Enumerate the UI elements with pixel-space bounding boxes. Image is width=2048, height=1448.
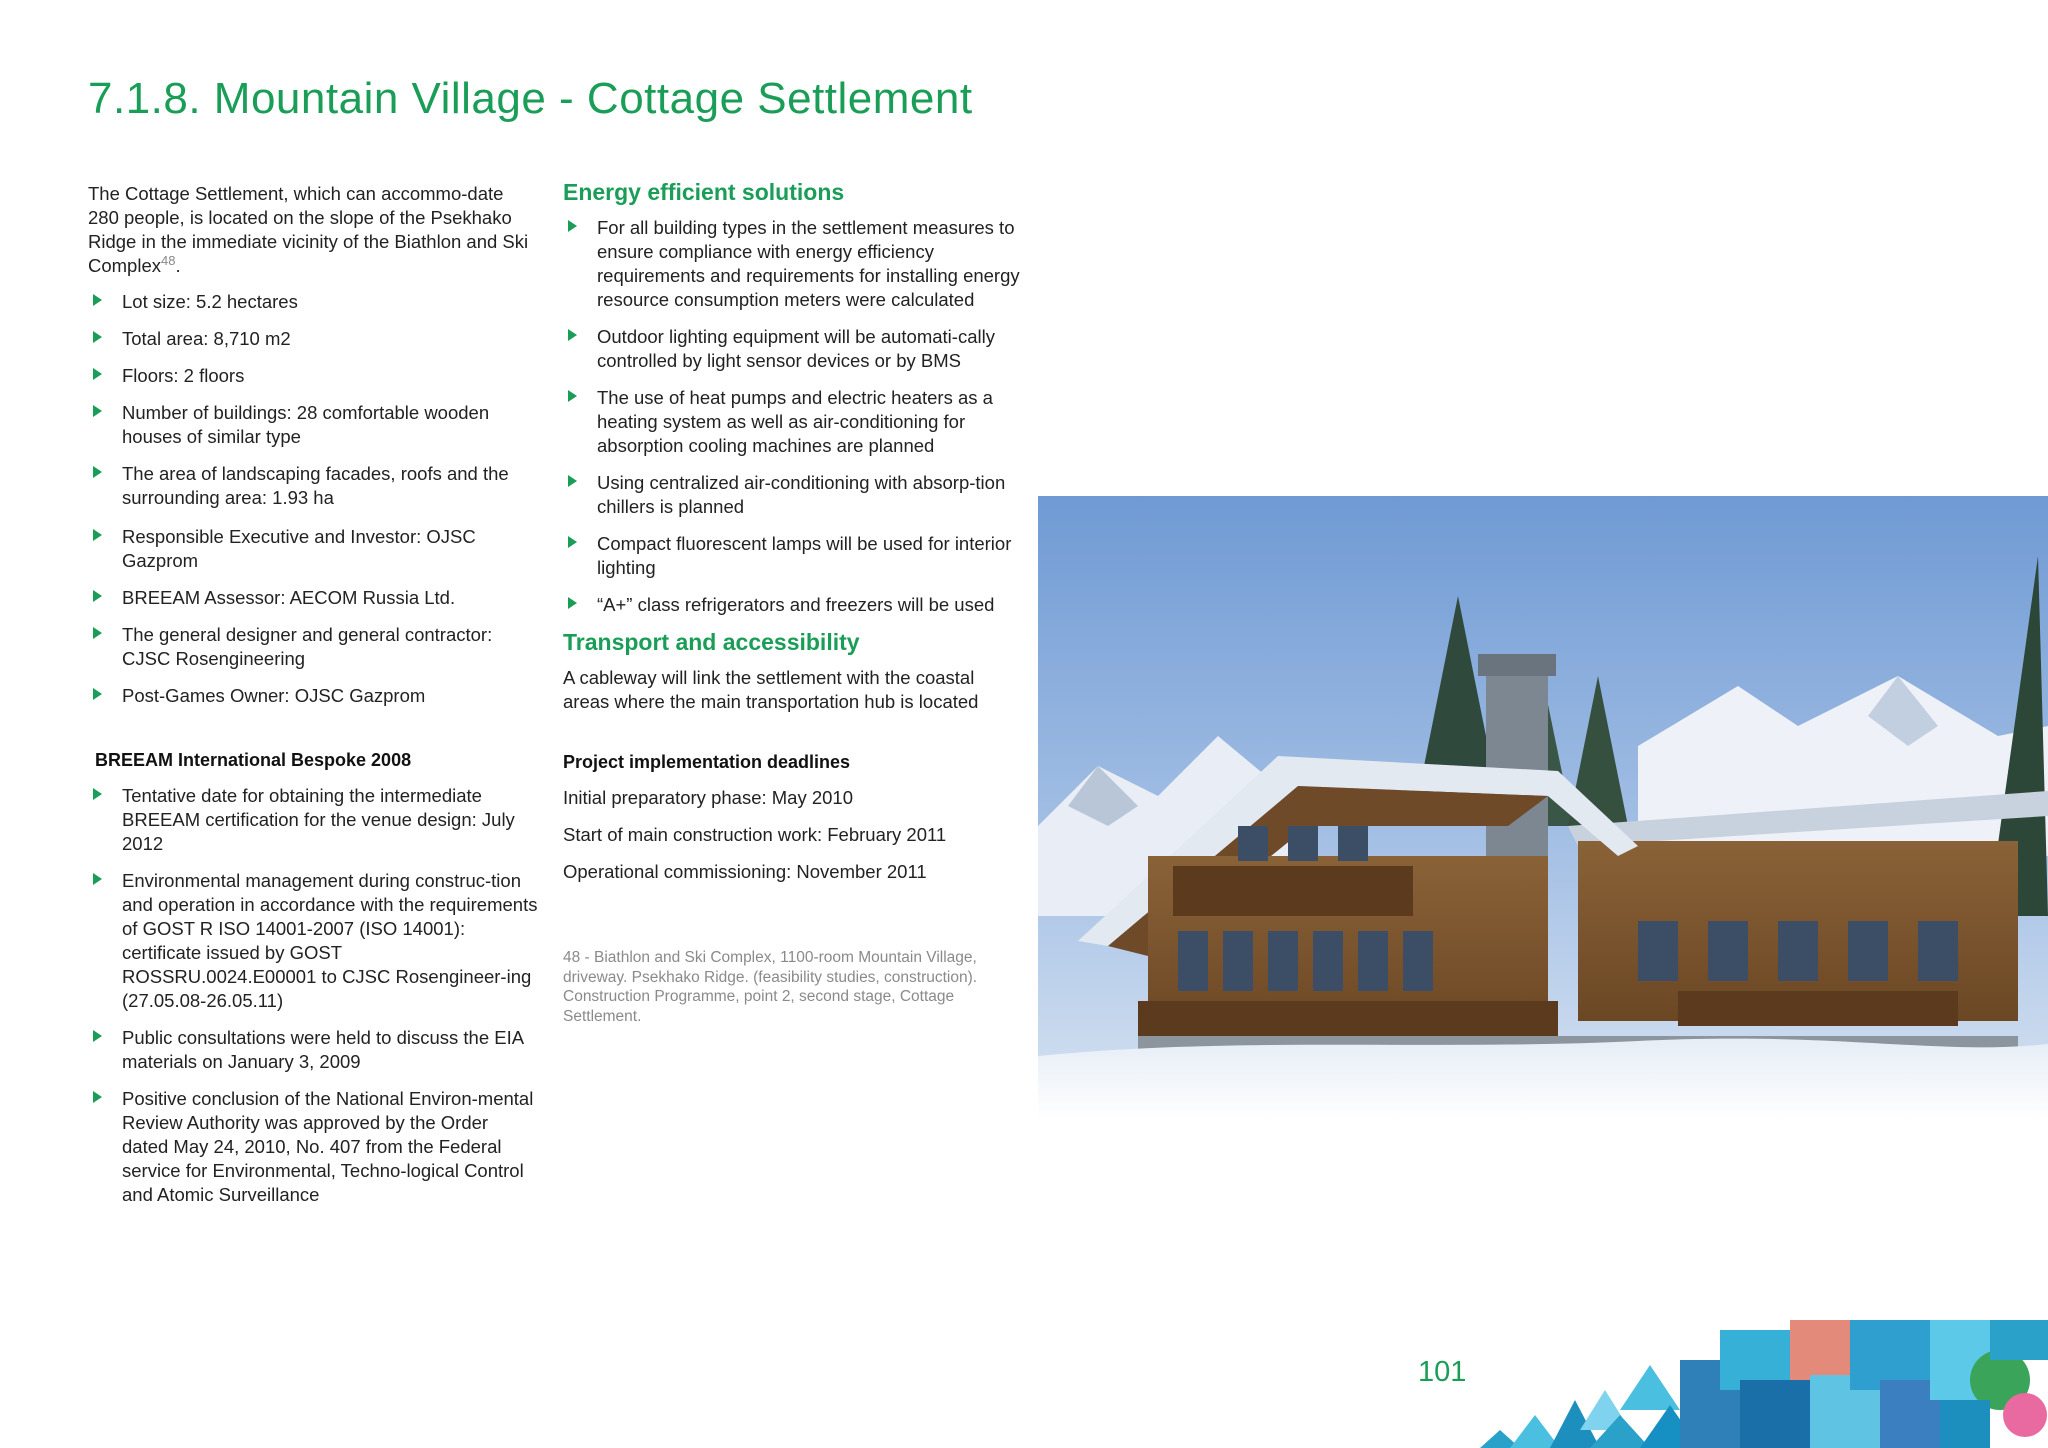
list-item: BREEAM Assessor: AECOM Russia Ltd. xyxy=(88,586,538,610)
middle-column xyxy=(563,180,1023,1026)
list-item: Environmental management during construc-tion and operation in accordance with the requirements of GOST R ISO 14001-2007 (ISO 14001): certificate issued by GOST ROSSRU.0024.E00001 to CJSC Rosengineer-ing (27.05.08-26.05.11) xyxy=(88,869,538,1013)
list-item: Lot size: 5.2 hectares xyxy=(88,290,538,314)
bullet-icon xyxy=(93,873,102,885)
bullet-icon xyxy=(93,688,102,700)
transport-text: A cableway will link the settlement with the coastal areas where the main transportation hub is located xyxy=(563,667,979,712)
chalet-illustration xyxy=(1038,496,2048,1120)
list-item: Public consultations were held to discuss the EIA materials on January 3, 2009 xyxy=(88,1026,538,1074)
bullet-icon xyxy=(93,590,102,602)
bullet-icon xyxy=(93,529,102,541)
intro-paragraph xyxy=(88,182,538,278)
list-item: Post-Games Owner: OJSC Gazprom xyxy=(88,684,538,708)
list-item: “A+” class refrigerators and freezers will be used xyxy=(563,593,1023,617)
bullet-icon xyxy=(93,331,102,343)
bullet-icon xyxy=(93,1030,102,1042)
list-item: Outdoor lighting equipment will be automati-cally controlled by light sensor devices or by BMS xyxy=(563,325,1023,373)
bullet-icon xyxy=(568,597,577,609)
bullet-icon xyxy=(93,368,102,380)
list-item: The use of heat pumps and electric heaters as a heating system as well as air-conditioning for absorption cooling machines are planned xyxy=(563,386,1023,458)
intro-period: . xyxy=(175,255,181,276)
page-number: 101 xyxy=(1418,1356,1467,1388)
bullet-icon xyxy=(568,390,577,402)
bullet-icon xyxy=(568,329,577,341)
bullet-icon xyxy=(568,220,577,232)
breeam-list xyxy=(88,784,538,1207)
decorative-pattern xyxy=(1480,1320,2048,1448)
list-item: Tentative date for obtaining the intermediate BREEAM certification for the venue design: July 2012 xyxy=(88,784,538,856)
bullet-icon xyxy=(93,294,102,306)
bullet-icon xyxy=(93,1091,102,1103)
cottage-photo xyxy=(1038,496,2048,1120)
parties-list xyxy=(88,525,538,708)
deadline-item: Start of main construction work: February 2011 xyxy=(563,824,947,845)
left-column xyxy=(88,182,538,1220)
deadline-item: Operational commissioning: November 2011 xyxy=(563,861,927,882)
deadline-item: Initial preparatory phase: May 2010 xyxy=(563,787,854,808)
bullet-icon xyxy=(93,466,102,478)
page-title: 7.1.8. Mountain Village - Cottage Settlement xyxy=(88,74,973,123)
transport-heading: Transport and accessibility xyxy=(563,629,860,655)
bullet-icon xyxy=(93,788,102,800)
bullet-icon xyxy=(568,536,577,548)
energy-heading: Energy efficient solutions xyxy=(563,179,845,205)
bullet-icon xyxy=(93,627,102,639)
intro-text: The Cottage Settlement, which can accommo-date 280 people, is located on the slope of the Psekhako Ridge in the immediate vicinity of the Biathlon and Ski Complex xyxy=(88,183,529,276)
list-item: Using centralized air-conditioning with absorp-tion chillers is planned xyxy=(563,471,1023,519)
facts-list xyxy=(88,290,538,510)
footnote-ref: 48 xyxy=(161,252,176,268)
list-item: Responsible Executive and Investor: OJSC Gazprom xyxy=(88,525,538,573)
list-item: Compact fluorescent lamps will be used for interior lighting xyxy=(563,532,1023,580)
list-item: The area of landscaping facades, roofs and the surrounding area: 1.93 ha xyxy=(88,462,538,510)
breeam-heading: BREEAM International Bespoke 2008 xyxy=(95,750,412,770)
bullet-icon xyxy=(93,405,102,417)
bullet-icon xyxy=(568,475,577,487)
footnote: 48 - Biathlon and Ski Complex, 1100-room Mountain Village, driveway. Psekhako Ridge. (feasibility studies, construction). Construction Programme, point 2, second stage, Cottage Settlement. xyxy=(563,949,978,1025)
deadlines-heading: Project implementation deadlines xyxy=(563,752,851,772)
energy-list xyxy=(563,216,1023,617)
list-item: For all building types in the settlement measures to ensure compliance with energy efficiency requirements and requirements for installing energy resource consumption meters were calculated xyxy=(563,216,1023,312)
list-item: Number of buildings: 28 comfortable wooden houses of similar type xyxy=(88,401,538,449)
list-item: Floors: 2 floors xyxy=(88,364,538,388)
list-item: Total area: 8,710 m2 xyxy=(88,327,538,351)
list-item: Positive conclusion of the National Environ-mental Review Authority was approved by the Order dated May 24, 2010, No. 407 from the Federal service for Environmental, Techno-logical Control and Atomic Surveillance xyxy=(88,1087,538,1207)
list-item: The general designer and general contractor: CJSC Rosengineering xyxy=(88,623,538,671)
